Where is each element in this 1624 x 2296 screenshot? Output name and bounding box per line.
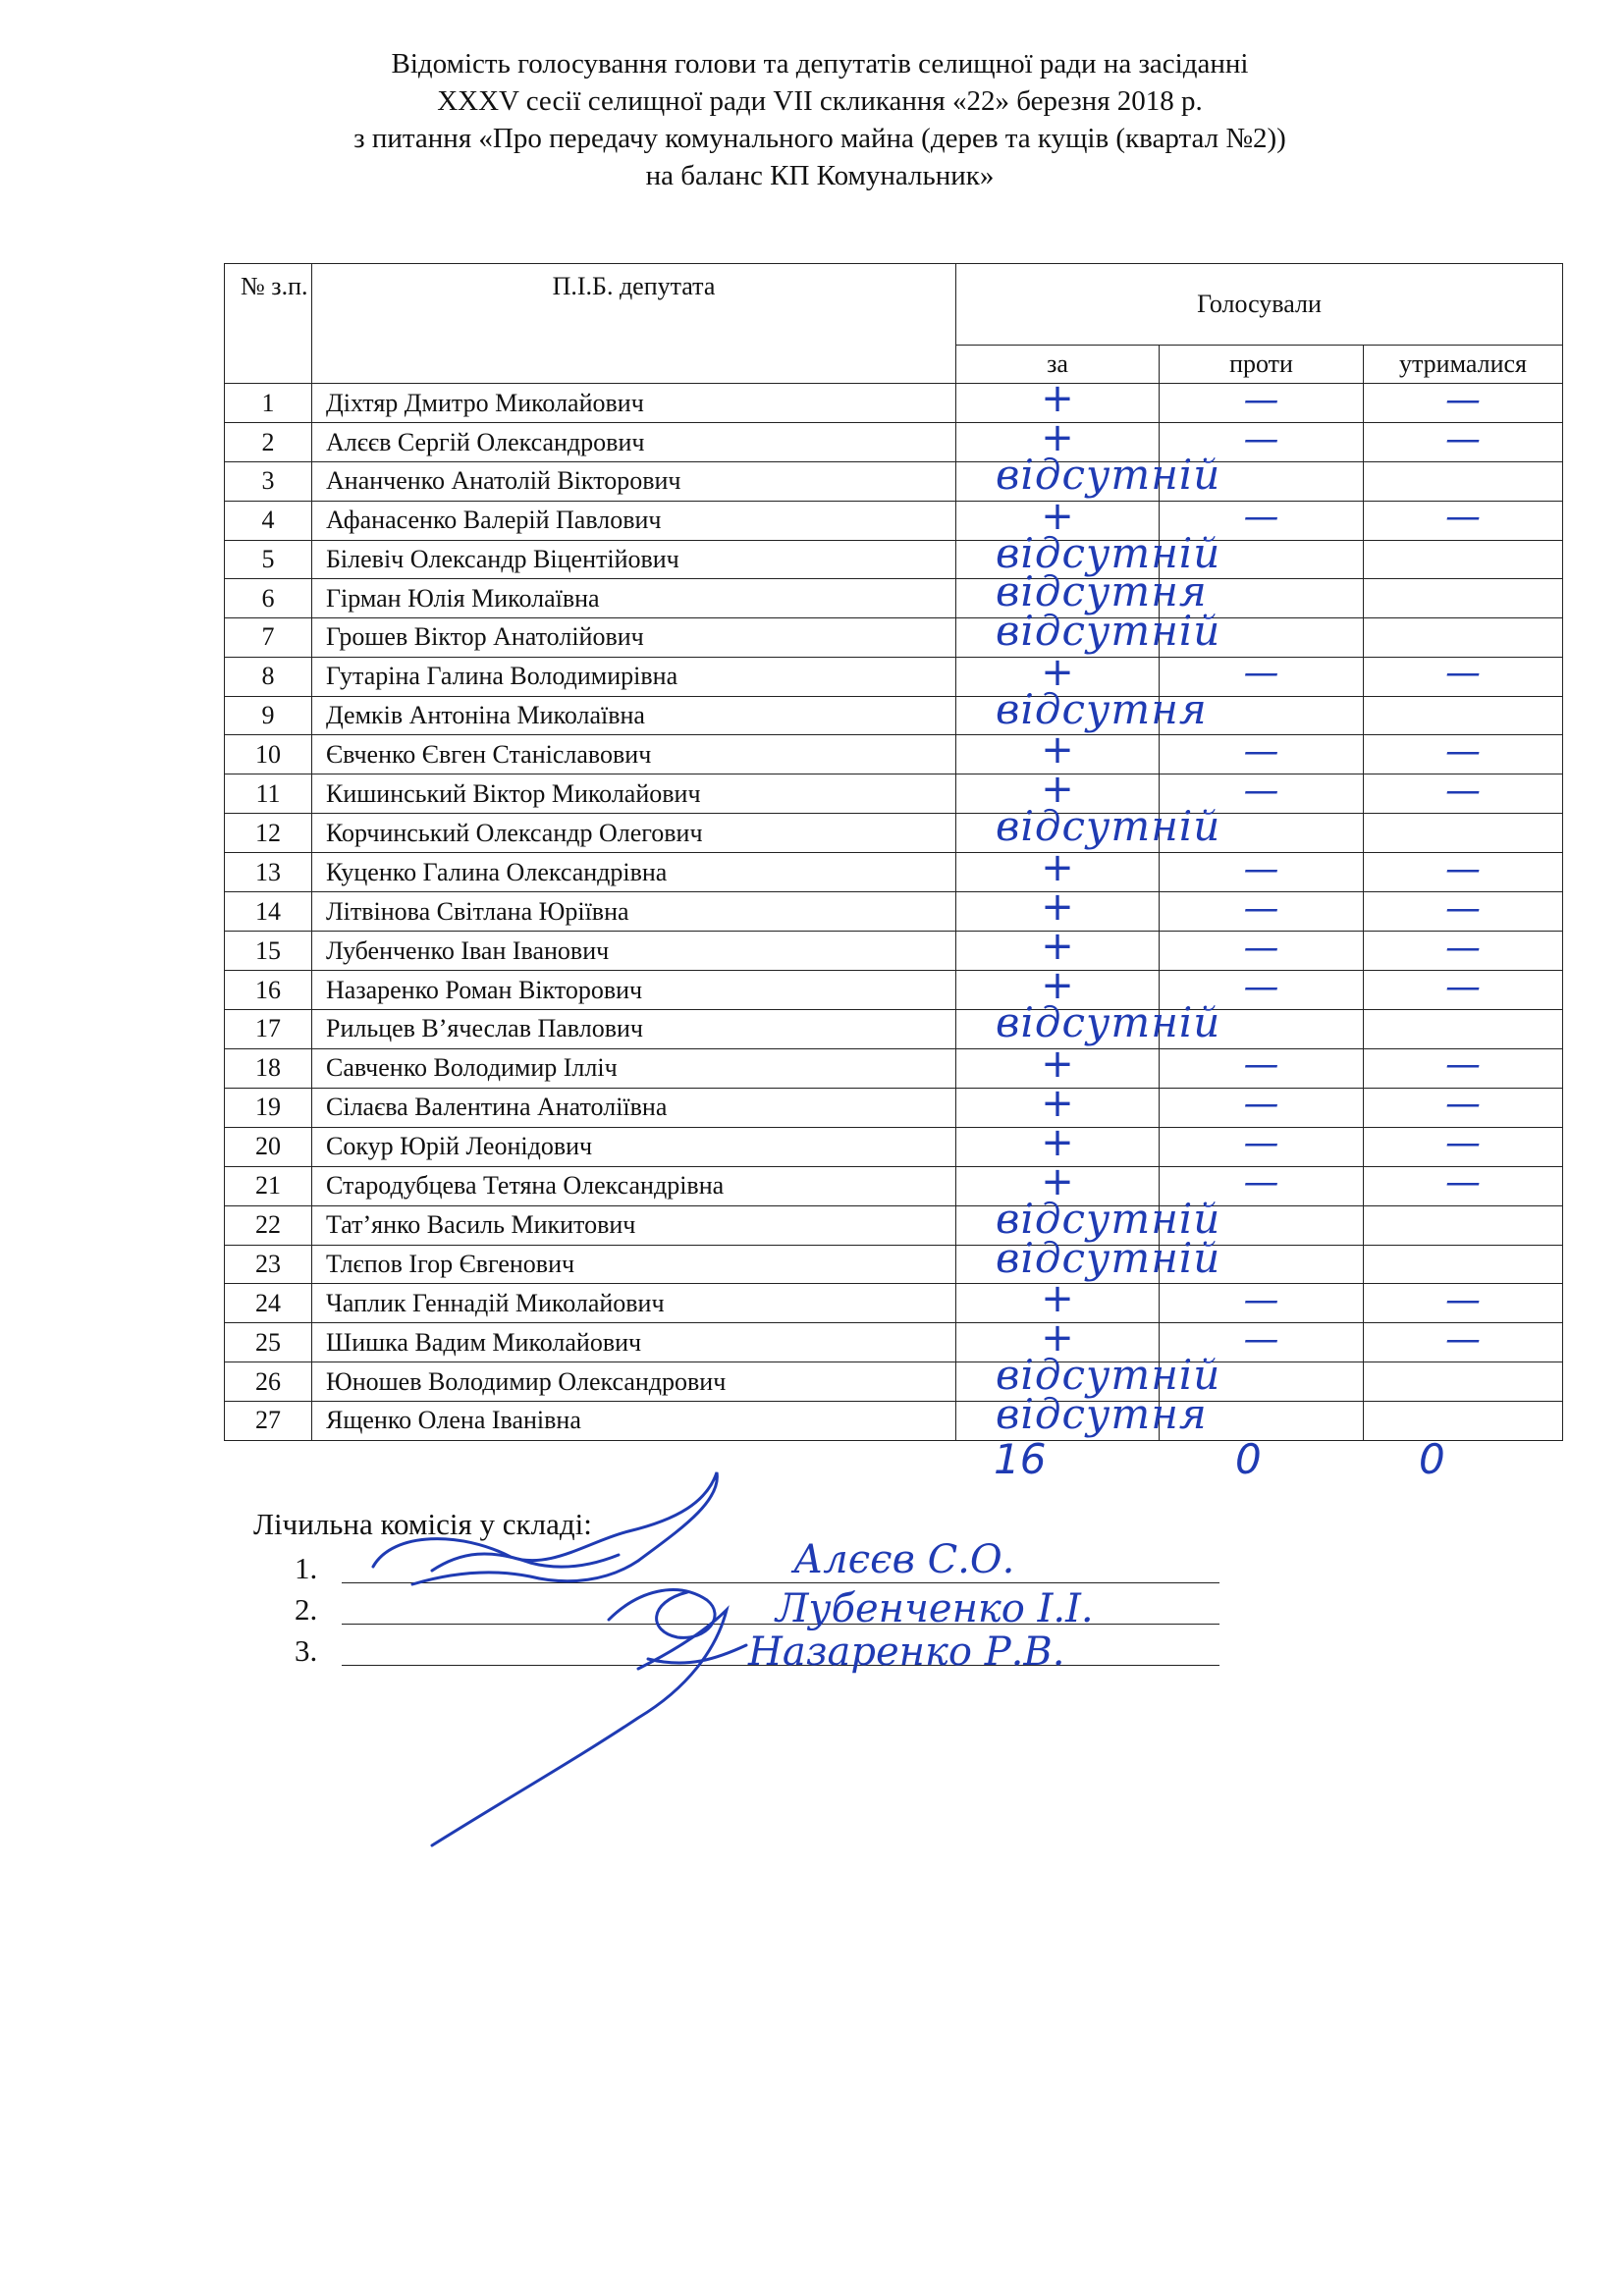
vote-abstained-mark: — bbox=[1445, 653, 1481, 694]
header-abstained: утрималися bbox=[1364, 346, 1563, 384]
vote-for-mark: + bbox=[1041, 924, 1074, 970]
vote-against-mark: — bbox=[1243, 1123, 1279, 1164]
vote-abstained-mark: — bbox=[1445, 730, 1481, 772]
vote-abstained-mark: — bbox=[1445, 418, 1481, 459]
vote-abstained-mark: — bbox=[1445, 887, 1481, 929]
row-number: 11 bbox=[225, 774, 312, 814]
row-number: 2 bbox=[225, 423, 312, 462]
vote-for-mark: + bbox=[1041, 767, 1074, 813]
vote-against-mark: — bbox=[1243, 418, 1279, 459]
deputy-name: Афанасенко Валерій Павлович bbox=[312, 501, 956, 540]
vote-abstained-mark: — bbox=[1445, 379, 1481, 420]
deputy-name: Кишинський Віктор Миколайович bbox=[312, 774, 956, 814]
row-number: 8 bbox=[225, 657, 312, 696]
deputy-name: Чаплик Геннадій Миколайович bbox=[312, 1284, 956, 1323]
vote-abstained-mark: — bbox=[1445, 966, 1481, 1007]
vote-for-mark: + bbox=[1041, 649, 1074, 695]
absent-mark: відсутній bbox=[996, 1233, 1221, 1282]
deputy-name: Євченко Євген Станіславович bbox=[312, 735, 956, 774]
absent-mark: відсутня bbox=[996, 684, 1208, 733]
vote-against-mark: — bbox=[1243, 1279, 1279, 1320]
vote-against-mark: — bbox=[1243, 730, 1279, 772]
absent-mark: відсутній bbox=[996, 1194, 1221, 1243]
vote-for-mark: + bbox=[1041, 884, 1074, 931]
row-number: 5 bbox=[225, 540, 312, 579]
row-number: 18 bbox=[225, 1048, 312, 1088]
title-line-3: з питання «Про передачу комунального майна (дерев та кущів (квартал №2)) bbox=[353, 123, 1286, 154]
vote-against-mark: — bbox=[1243, 927, 1279, 968]
deputy-name: Тат’янко Василь Микитович bbox=[312, 1205, 956, 1245]
row-number: 21 bbox=[225, 1166, 312, 1205]
commission-member-3-name: Назаренко Р.В. bbox=[748, 1629, 1065, 1675]
absent-mark: відсутній bbox=[996, 998, 1221, 1047]
vote-for-mark: + bbox=[1041, 1315, 1074, 1362]
vote-abstained-mark: — bbox=[1445, 1084, 1481, 1125]
title-line-4: на баланс КП Комунальник» bbox=[645, 160, 995, 191]
deputy-name: Алєєв Сергій Олександрович bbox=[312, 423, 956, 462]
deputy-name: Рильцев В’ячеслав Павлович bbox=[312, 1010, 956, 1049]
row-number: 3 bbox=[225, 462, 312, 502]
deputy-name: Гірман Юлія Миколаївна bbox=[312, 579, 956, 618]
header-against: проти bbox=[1160, 346, 1364, 384]
row-number: 12 bbox=[225, 814, 312, 853]
vote-against-mark: — bbox=[1243, 887, 1279, 929]
total-for: 16 bbox=[994, 1435, 1047, 1483]
row-number: 9 bbox=[225, 696, 312, 735]
commission-member-2-name: Лубенченко І.І. bbox=[776, 1586, 1094, 1631]
vote-abstained-mark: — bbox=[1445, 1044, 1481, 1086]
absent-mark: відсутній bbox=[996, 607, 1221, 656]
commission-label: Лічильна комісія у складі: bbox=[253, 1507, 592, 1541]
vote-for-mark: + bbox=[1041, 1041, 1074, 1087]
vote-abstained-mark: — bbox=[1445, 1123, 1481, 1164]
row-number: 26 bbox=[225, 1362, 312, 1402]
row-number: 14 bbox=[225, 892, 312, 932]
row-number: 25 bbox=[225, 1323, 312, 1362]
row-number: 24 bbox=[225, 1284, 312, 1323]
vote-for-mark: + bbox=[1041, 1276, 1074, 1322]
row-number: 22 bbox=[225, 1205, 312, 1245]
vote-against-mark: — bbox=[1243, 653, 1279, 694]
total-abstained: 0 bbox=[1419, 1435, 1445, 1483]
vote-for-mark: + bbox=[1041, 493, 1074, 539]
absent-mark: відсутній bbox=[996, 802, 1221, 851]
row-number: 20 bbox=[225, 1127, 312, 1166]
vote-against-mark: — bbox=[1243, 966, 1279, 1007]
deputy-name: Грошев Віктор Анатолійович bbox=[312, 618, 956, 658]
deputy-name: Гутаріна Галина Володимирівна bbox=[312, 657, 956, 696]
total-against: 0 bbox=[1235, 1435, 1262, 1483]
deputy-name: Шишка Вадим Миколайович bbox=[312, 1323, 956, 1362]
deputy-name: Тлєпов Ігор Євгенович bbox=[312, 1245, 956, 1284]
deputy-name: Куценко Галина Олександрівна bbox=[312, 853, 956, 892]
deputy-name: Ананченко Анатолій Вікторович bbox=[312, 462, 956, 502]
deputy-name: Сілаєва Валентина Анатоліївна bbox=[312, 1088, 956, 1127]
header-name: П.І.Б. депутата bbox=[312, 264, 956, 384]
deputy-name: Демків Антоніна Миколаївна bbox=[312, 696, 956, 735]
header-number: № з.п. bbox=[225, 264, 312, 384]
vote-against-mark: — bbox=[1243, 379, 1279, 420]
vote-abstained-mark: — bbox=[1445, 497, 1481, 538]
commission-number: 2. bbox=[295, 1592, 318, 1627]
deputy-name: Стародубцева Тетяна Олександрівна bbox=[312, 1166, 956, 1205]
vote-against-mark: — bbox=[1243, 1318, 1279, 1360]
vote-abstained-mark: — bbox=[1445, 1318, 1481, 1360]
vote-against-mark: — bbox=[1243, 770, 1279, 811]
deputy-name: Назаренко Роман Вікторович bbox=[312, 971, 956, 1010]
commission-member-1-name: Алєєв С.О. bbox=[793, 1537, 1015, 1582]
vote-abstained-mark: — bbox=[1445, 1279, 1481, 1320]
deputy-name: Сокур Юрій Леонідович bbox=[312, 1127, 956, 1166]
commission-number: 3. bbox=[295, 1633, 318, 1668]
vote-for-mark: + bbox=[1041, 1158, 1074, 1204]
vote-for-mark: + bbox=[1041, 963, 1074, 1009]
vote-against-mark: — bbox=[1243, 1044, 1279, 1086]
row-number: 19 bbox=[225, 1088, 312, 1127]
title-line-2: XXXV сесії селищної ради VII скликання «22» березня 2018 р. bbox=[437, 85, 1203, 117]
vote-for-mark: + bbox=[1041, 1119, 1074, 1165]
vote-against-mark: — bbox=[1243, 497, 1279, 538]
row-number: 1 bbox=[225, 384, 312, 423]
vote-abstained-mark: — bbox=[1445, 848, 1481, 889]
row-number: 10 bbox=[225, 735, 312, 774]
row-number: 16 bbox=[225, 971, 312, 1010]
vote-for-mark: + bbox=[1041, 845, 1074, 891]
absent-mark: відсутня bbox=[996, 1389, 1208, 1438]
absent-mark: відсутній bbox=[996, 451, 1221, 499]
vote-abstained-mark: — bbox=[1445, 1162, 1481, 1203]
deputy-name: Білевіч Олександр Віцентійович bbox=[312, 540, 956, 579]
header-voted: Голосували bbox=[956, 264, 1563, 346]
vote-against-mark: — bbox=[1243, 1162, 1279, 1203]
absent-mark: відсутній bbox=[996, 528, 1221, 577]
row-number: 13 bbox=[225, 853, 312, 892]
commission-number: 1. bbox=[295, 1551, 318, 1585]
row-number: 7 bbox=[225, 618, 312, 658]
deputy-name: Лубенченко Іван Іванович bbox=[312, 932, 956, 971]
vote-for-mark: + bbox=[1041, 415, 1074, 460]
deputy-name: Савченко Володимир Ілліч bbox=[312, 1048, 956, 1088]
deputy-name: Корчинський Олександр Олегович bbox=[312, 814, 956, 853]
vote-for-mark: + bbox=[1041, 376, 1074, 421]
deputy-name: Діхтяр Дмитро Миколайович bbox=[312, 384, 956, 423]
row-number: 15 bbox=[225, 932, 312, 971]
header-for: за bbox=[956, 346, 1160, 384]
vote-for-mark: + bbox=[1041, 1080, 1074, 1126]
row-number: 27 bbox=[225, 1401, 312, 1440]
absent-mark: відсутня bbox=[996, 567, 1208, 616]
vote-against-mark: — bbox=[1243, 848, 1279, 889]
absent-mark: відсутній bbox=[996, 1351, 1221, 1400]
row-number: 4 bbox=[225, 501, 312, 540]
row-number: 17 bbox=[225, 1010, 312, 1049]
vote-against-mark: — bbox=[1243, 1084, 1279, 1125]
row-number: 6 bbox=[225, 579, 312, 618]
deputy-name: Літвінова Світлана Юріївна bbox=[312, 892, 956, 932]
deputy-name: Юношев Володимир Олександрович bbox=[312, 1362, 956, 1402]
title-line-1: Відомість голосування голови та депутатів селищної ради на засіданні bbox=[391, 48, 1249, 80]
deputy-name: Ященко Олена Іванівна bbox=[312, 1401, 956, 1440]
vote-abstained-mark: — bbox=[1445, 770, 1481, 811]
vote-abstained-mark: — bbox=[1445, 927, 1481, 968]
row-number: 23 bbox=[225, 1245, 312, 1284]
vote-for-mark: + bbox=[1041, 727, 1074, 774]
